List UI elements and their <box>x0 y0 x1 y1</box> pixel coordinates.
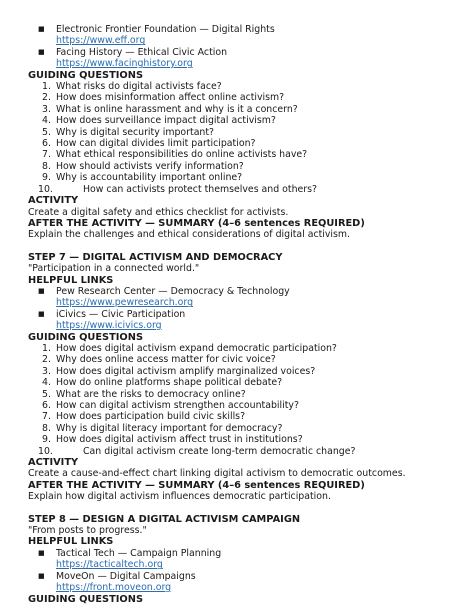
link-item <box>28 24 458 47</box>
question-item: 6. How can digital divides limit participation? <box>42 138 256 150</box>
link-title: Tactical Tech — Campaign Planning <box>56 547 222 559</box>
activity-text: Create a cause-and-effect chart linking digital activism to democratic outcomes. <box>28 468 406 480</box>
step-7-quote: "Participation in a connected world." <box>28 263 200 275</box>
link-title: Facing History — Ethical Civic Action <box>56 46 228 58</box>
question-item: 9. Why is accountability important online? <box>42 172 243 184</box>
link-title: iCivics — Civic Participation <box>56 308 186 320</box>
link-item <box>28 309 458 332</box>
link-url[interactable]: https://www.pewresearch.org <box>56 297 194 309</box>
step-8-quote: "From posts to progress." <box>28 525 147 537</box>
bullet-icon: ■ <box>38 286 45 295</box>
question-item: 8. Why is digital literacy important for democracy? <box>42 422 283 434</box>
link-url[interactable]: https://tacticaltech.org <box>56 559 163 571</box>
question-item: 9. How does digital activism affect trust in institutions? <box>42 434 303 446</box>
link-item <box>28 548 458 571</box>
link-title: Electronic Frontier Foundation — Digital Rights <box>56 24 275 35</box>
helpful-links-heading: HELPFUL LINKS <box>28 274 114 286</box>
activity-text: Create a digital safety and ethics checklist for activists. <box>28 206 289 218</box>
link-item <box>28 571 458 594</box>
question-item: 2. How does misinformation affect online activism? <box>42 92 285 104</box>
link-url[interactable]: https://www.facinghistory.org <box>56 58 193 70</box>
question-list <box>28 343 458 457</box>
link-item <box>28 286 458 309</box>
question-item: 8. How should activists verify information? <box>42 160 244 172</box>
link-title: Pew Research Center — Democracy & Technology <box>56 285 290 297</box>
question-item: 1. How does digital activism expand democratic participation? <box>42 342 337 354</box>
question-item: 5. What are the risks to democracy online? <box>42 388 246 400</box>
guiding-questions-heading: GUIDING QUESTIONS <box>28 331 144 343</box>
question-item: 3. How does digital activism amplify marginalized voices? <box>42 365 316 377</box>
helpful-links-heading: HELPFUL LINKS <box>28 536 114 548</box>
summary-heading: AFTER THE ACTIVITY — SUMMARY (4–6 sentences REQUIRED) <box>28 217 365 229</box>
question-item: 4. How does surveillance impact digital activism? <box>42 115 276 127</box>
step-7-title: STEP 7 — DIGITAL ACTIVISM AND DEMOCRACY <box>28 251 283 263</box>
question-item: 7. What ethical responsibilities do online activists have? <box>42 149 308 161</box>
activity-heading: ACTIVITY <box>28 457 79 469</box>
bullet-icon: ■ <box>38 548 45 557</box>
summary-text: Explain the challenges and ethical considerations of digital activism. <box>28 229 351 241</box>
link-title: MoveOn — Digital Campaigns <box>56 570 196 582</box>
question-item: 10. How can activists protect themselves and others? <box>38 183 318 195</box>
guiding-questions-heading: GUIDING QUESTIONS <box>28 593 144 605</box>
question-item: 5. Why is digital security important? <box>42 126 215 138</box>
question-item: 4. How do online platforms shape political debate? <box>42 377 283 389</box>
question-item: 1. What risks do digital activists face? <box>42 81 222 93</box>
step-8-title: STEP 8 — DESIGN A DIGITAL ACTIVISM CAMPAIGN <box>28 513 301 525</box>
question-item: 6. How can digital activism strengthen accountability? <box>42 400 299 411</box>
summary-text: Explain how digital activism influences democratic participation. <box>28 491 331 503</box>
bullet-icon: ■ <box>38 25 45 33</box>
question-item: 3. What is online harassment and why is it a concern? <box>42 103 298 115</box>
summary-heading: AFTER THE ACTIVITY — SUMMARY (4–6 sentences REQUIRED) <box>28 479 365 491</box>
question-list <box>28 81 458 195</box>
bullet-icon: ■ <box>38 309 45 318</box>
guiding-questions-heading: GUIDING QUESTIONS <box>28 69 144 81</box>
link-url[interactable]: https://www.icivics.org <box>56 320 162 332</box>
question-item: 10. Can digital activism create long-term democratic change? <box>38 445 356 457</box>
bullet-icon: ■ <box>38 47 45 56</box>
link-url[interactable]: https://www.eff.org <box>56 35 146 47</box>
document-page <box>28 24 458 605</box>
question-item: 7. How does participation build civic skills? <box>42 411 246 423</box>
question-item: 2. Why does online access matter for civic voice? <box>42 354 276 366</box>
bullet-icon: ■ <box>38 571 45 580</box>
activity-heading: ACTIVITY <box>28 195 79 207</box>
link-url[interactable]: https://front.moveon.org <box>56 582 172 594</box>
link-item <box>28 47 458 70</box>
